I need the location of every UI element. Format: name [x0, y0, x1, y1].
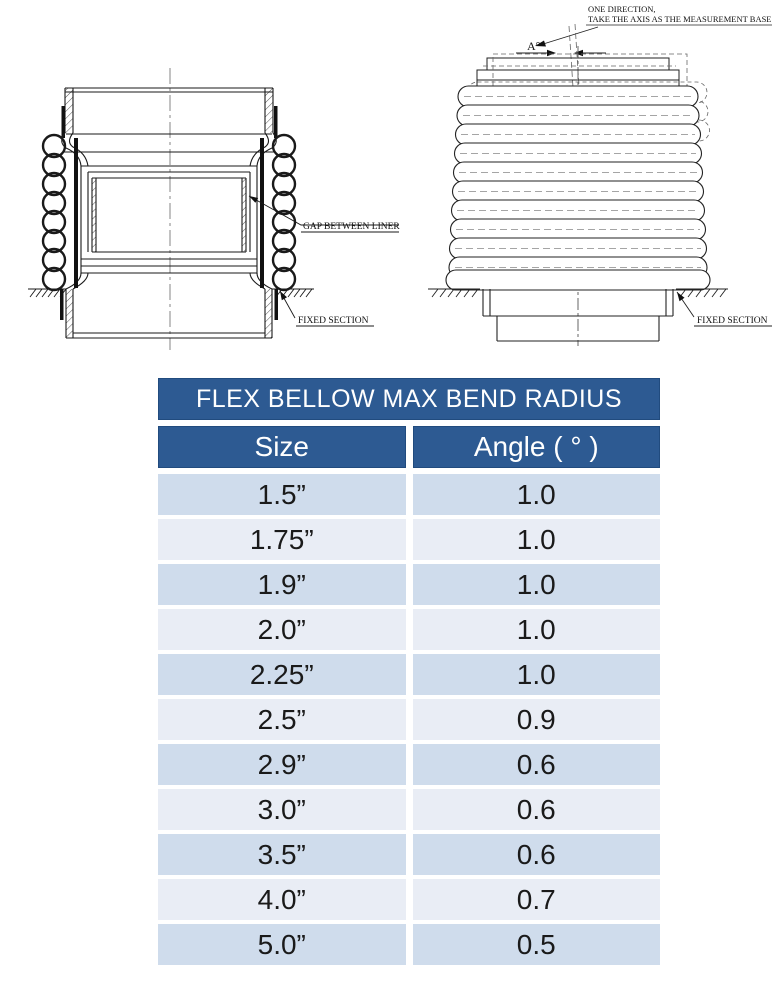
size-cell: 2.9” [158, 744, 406, 785]
size-cell: 1.75” [158, 519, 406, 560]
table-row [158, 744, 660, 785]
angle-cell: 1.0 [413, 519, 661, 560]
fixed-section-label-right: FIXED SECTION [697, 316, 768, 326]
bellow-technical-drawings [0, 0, 774, 365]
column-header-angle: Angle ( ° ) [413, 426, 661, 468]
table-title: FLEX BELLOW MAX BEND RADIUS [158, 378, 660, 420]
size-cell: 4.0” [158, 879, 406, 920]
angle-cell: 1.0 [413, 474, 661, 515]
table-row [158, 924, 660, 965]
size-cell: 2.5” [158, 699, 406, 740]
angle-cell: 0.6 [413, 744, 661, 785]
table-row [158, 564, 660, 605]
size-cell: 5.0” [158, 924, 406, 965]
column-header-size: Size [158, 426, 406, 468]
size-cell: 2.0” [158, 609, 406, 650]
size-cell: 1.5” [158, 474, 406, 515]
gap-between-liner-label: GAP BETWEEN LINER [303, 222, 400, 232]
angle-cell: 0.5 [413, 924, 661, 965]
angle-cell: 0.6 [413, 789, 661, 830]
note-leader-arrow-icon [535, 27, 598, 47]
bellows-convolutions-left [43, 135, 65, 290]
bellows-stack [446, 86, 710, 290]
fixed-section-label-left: FIXED SECTION [298, 316, 369, 326]
table-body [158, 474, 660, 965]
table-row [158, 879, 660, 920]
note-line2: TAKE THE AXIS AS THE MEASUREMENT BASE [588, 14, 772, 24]
left-drawing-cross-section [28, 68, 400, 350]
angle-cell: 0.9 [413, 699, 661, 740]
right-drawing-bent-view [428, 4, 772, 346]
ground-hatch-right-icon [272, 289, 314, 297]
spec-table [158, 378, 660, 965]
table-row [158, 699, 660, 740]
table-row [158, 654, 660, 695]
size-cell: 3.0” [158, 789, 406, 830]
table-header-row [158, 426, 660, 468]
angle-cell: 0.6 [413, 834, 661, 875]
table-row [158, 834, 660, 875]
angle-cell: 1.0 [413, 609, 661, 650]
size-cell: 3.5” [158, 834, 406, 875]
table-row [158, 474, 660, 515]
angle-cell: 1.0 [413, 654, 661, 695]
angle-cell: 1.0 [413, 564, 661, 605]
angle-cell: 0.7 [413, 879, 661, 920]
table-row [158, 789, 660, 830]
size-cell: 1.9” [158, 564, 406, 605]
note-line1: ONE DIRECTION, [588, 4, 656, 14]
angle-dimension-label: A° [527, 39, 541, 53]
table-row [158, 519, 660, 560]
bellows-convolutions-right [273, 135, 295, 290]
table-row [158, 609, 660, 650]
size-cell: 2.25” [158, 654, 406, 695]
